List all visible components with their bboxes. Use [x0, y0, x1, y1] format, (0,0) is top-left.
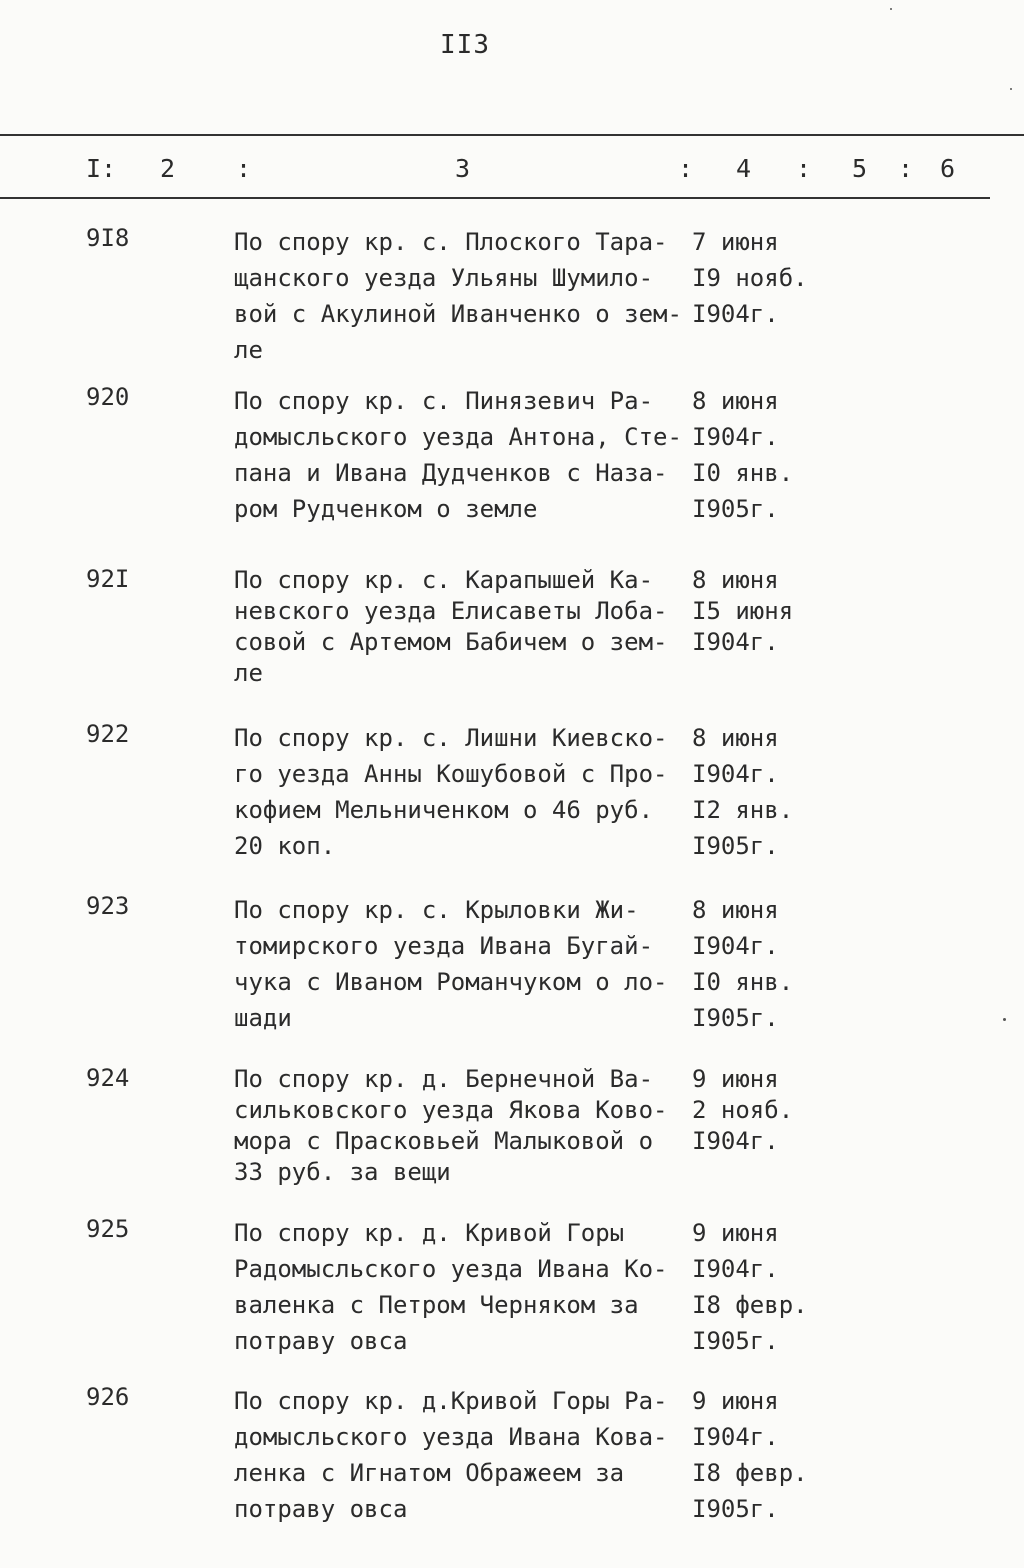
date-line: I9 нояб.	[692, 264, 808, 292]
date-line: 9 июня	[692, 1065, 779, 1093]
header-bottom-rule	[0, 197, 990, 199]
description-line: вой с Акулиной Иванченко о зем-	[234, 300, 682, 328]
date-line: I904г.	[692, 932, 779, 960]
entry-dates	[692, 383, 872, 527]
date-line: 8 июня	[692, 896, 779, 924]
description-line: чука с Иваном Романчуком о ло-	[234, 968, 668, 996]
description-line: По спору кр. с. Пинязевич Ра-	[234, 387, 654, 415]
date-line: I904г.	[692, 760, 779, 788]
date-line: I904г.	[692, 1423, 779, 1451]
column-header-3: 3	[455, 154, 471, 183]
description-line: По спору кр. с. Лишни Киевско-	[234, 724, 668, 752]
entry-number: 922	[86, 720, 130, 748]
description-line: томирского уезда Ивана Бугай-	[234, 932, 654, 960]
description-line: По спору кр. с. Карапышей Ка-	[234, 566, 654, 594]
description-line: ром Рудченком о земле	[234, 495, 538, 523]
description-line: По спору кр. д. Бернечной Ва-	[234, 1065, 654, 1093]
description-line: валенка с Петром Черняком за	[234, 1291, 639, 1319]
date-line: 7 июня	[692, 228, 779, 256]
description-line: мора с Прасковьей Малыковой о	[234, 1127, 654, 1155]
date-line: I8 февр.	[692, 1291, 808, 1319]
description-line: По спору кр. д.Кривой Горы Ра-	[234, 1387, 668, 1415]
description-line: По спору кр. с. Крыловки Жи-	[234, 896, 639, 924]
description-line: го уезда Анны Кошубовой с Про-	[234, 760, 668, 788]
entry-description	[234, 1064, 694, 1188]
date-line: 8 июня	[692, 387, 779, 415]
description-line: 20 коп.	[234, 832, 336, 860]
page-number: II3	[440, 30, 490, 60]
scan-speck	[1010, 88, 1012, 90]
date-line: 9 июня	[692, 1219, 779, 1247]
description-line: По спору кр. д. Кривой Горы	[234, 1219, 625, 1247]
date-line: 8 июня	[692, 566, 779, 594]
description-line: невского уезда Елисаветы Лоба-	[234, 597, 668, 625]
column-header-2: 2	[160, 154, 176, 183]
entry-description	[234, 1383, 694, 1527]
entry-description	[234, 383, 694, 527]
entry-description	[234, 720, 694, 864]
date-line: I8 февр.	[692, 1459, 808, 1487]
column-header-4: 4	[736, 154, 752, 183]
description-line: ле	[234, 336, 263, 364]
date-line: I904г.	[692, 1127, 779, 1155]
column-separator: :	[796, 154, 812, 183]
date-line: I2 янв.	[692, 796, 794, 824]
description-line: 33 руб. за вещи	[234, 1158, 451, 1186]
description-line: По спору кр. с. Плоского Тара-	[234, 228, 668, 256]
description-line: щанского уезда Ульяны Шумило-	[234, 264, 654, 292]
entry-dates	[692, 1383, 872, 1527]
description-line: пана и Ивана Дудченков с Наза-	[234, 459, 668, 487]
entry-dates	[692, 1064, 872, 1157]
date-line: I905г.	[692, 1004, 779, 1032]
date-line: I904г.	[692, 628, 779, 656]
date-line: I904г.	[692, 300, 779, 328]
description-line: кофием Мельниченком о 46 руб.	[234, 796, 654, 824]
entry-dates	[692, 565, 872, 658]
description-line: совой с Артемом Бабичем о зем-	[234, 628, 668, 656]
date-line: I905г.	[692, 495, 779, 523]
entry-number: 923	[86, 892, 130, 920]
date-line: I0 янв.	[692, 459, 794, 487]
date-line: I0 янв.	[692, 968, 794, 996]
entry-number: 9I8	[86, 224, 130, 252]
entry-description	[234, 565, 694, 689]
date-line: I905г.	[692, 832, 779, 860]
date-line: 9 июня	[692, 1387, 779, 1415]
column-separator: :	[236, 154, 252, 183]
description-line: шади	[234, 1004, 292, 1032]
date-line: 8 июня	[692, 724, 779, 752]
scan-speck	[890, 8, 892, 10]
entry-description	[234, 1215, 694, 1359]
date-line: I905г.	[692, 1495, 779, 1523]
column-header-1: I:	[86, 154, 117, 183]
entry-description	[234, 892, 694, 1036]
description-line: сильковского уезда Якова Ковo-	[234, 1096, 668, 1124]
description-line: ле	[234, 659, 263, 687]
description-line: домысльского уезда Антона, Сте-	[234, 423, 682, 451]
entry-number: 925	[86, 1215, 130, 1243]
entry-number: 924	[86, 1064, 130, 1092]
entry-number: 926	[86, 1383, 130, 1411]
entry-number: 92I	[86, 565, 130, 593]
date-line: I904г.	[692, 1255, 779, 1283]
column-separator: :	[678, 154, 694, 183]
date-line: 2 нояб.	[692, 1096, 794, 1124]
description-line: Радомысльского уезда Ивана Ко-	[234, 1255, 668, 1283]
description-line: домысльского уезда Ивана Кова-	[234, 1423, 668, 1451]
description-line: потраву овса	[234, 1327, 408, 1355]
date-line: I904г.	[692, 423, 779, 451]
entry-description	[234, 224, 694, 368]
column-header-5: 5	[852, 154, 868, 183]
description-line: ленка с Игнатом Ображеем за	[234, 1459, 625, 1487]
column-separator: :	[898, 154, 914, 183]
scan-speck	[1003, 1018, 1006, 1021]
entry-dates	[692, 224, 872, 332]
entry-dates	[692, 720, 872, 864]
column-header-6: 6	[940, 154, 956, 183]
header-top-rule	[0, 134, 1024, 136]
entry-dates	[692, 1215, 872, 1359]
date-line: I5 июня	[692, 597, 794, 625]
entry-dates	[692, 892, 872, 1036]
entry-number: 920	[86, 383, 130, 411]
description-line: потраву овса	[234, 1495, 408, 1523]
date-line: I905г.	[692, 1327, 779, 1355]
